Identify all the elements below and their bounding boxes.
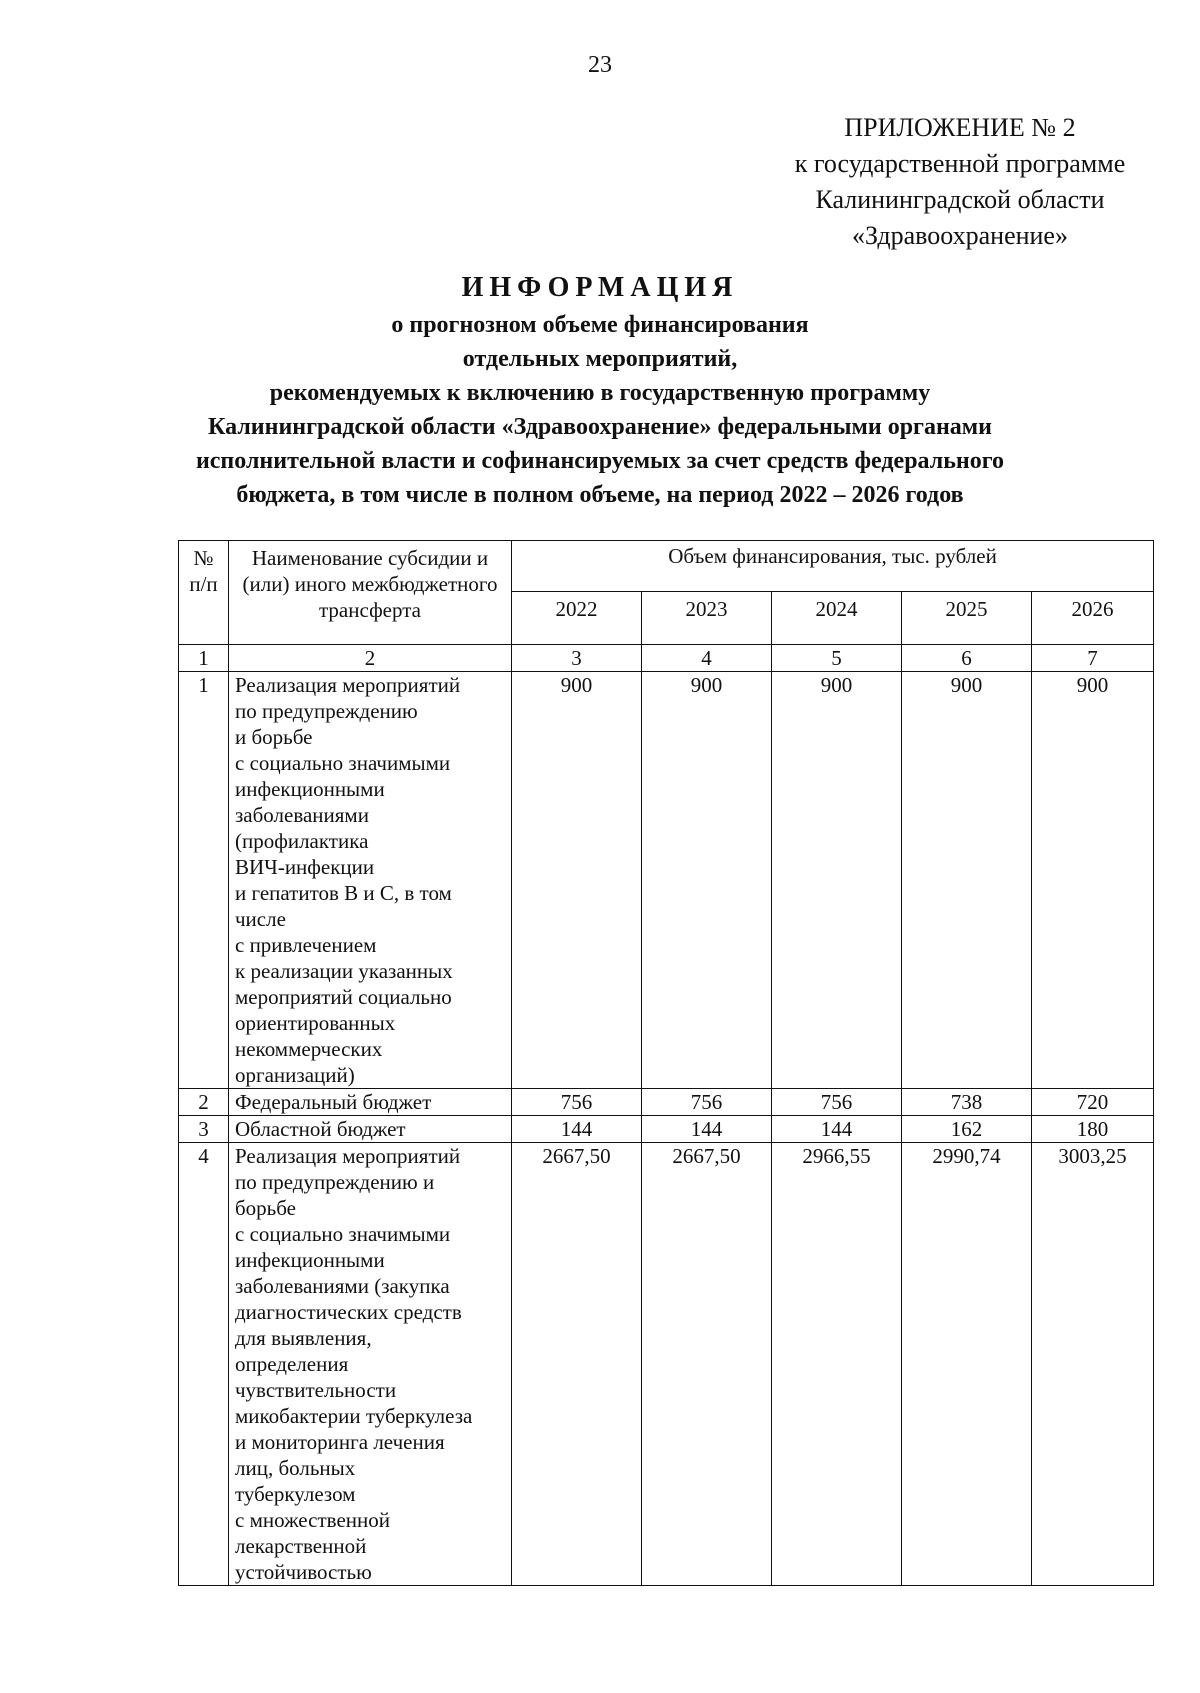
row-name-line: инфекционными xyxy=(235,777,385,801)
row-name-line: диагностических средств xyxy=(235,1300,462,1324)
column-numbers-row xyxy=(179,645,1154,672)
row-name-line: с привлечением xyxy=(235,933,377,957)
value-cell: 2990,74 xyxy=(902,1143,1032,1586)
value-cell: 900 xyxy=(512,672,642,1089)
value-cell: 2667,50 xyxy=(512,1143,642,1586)
row-name-line: заболеваниями xyxy=(235,803,369,827)
row-name-line: микобактерии туберкулеза xyxy=(235,1404,473,1428)
header-number: № п/п xyxy=(179,541,229,645)
row-name-line: по предупреждению и xyxy=(235,1170,435,1194)
value-cell: 144 xyxy=(642,1116,772,1143)
column-number: 7 xyxy=(1032,645,1154,672)
value-cell: 900 xyxy=(902,672,1032,1089)
column-number: 2 xyxy=(229,645,512,672)
row-name-line: (профилактика xyxy=(235,829,369,853)
row-name-line: организаций) xyxy=(235,1063,355,1087)
value-cell: 900 xyxy=(772,672,902,1089)
column-number: 4 xyxy=(642,645,772,672)
table-row xyxy=(179,1089,1154,1116)
subtitle-line: Калининградской области «Здравоохранение» федеральными органами xyxy=(208,414,992,440)
year-header: 2024 xyxy=(772,592,902,645)
value-cell: 900 xyxy=(642,672,772,1089)
row-name-line: с социально значимыми xyxy=(235,751,451,775)
value-cell: 720 xyxy=(1032,1089,1154,1116)
row-name-line: лиц, больных xyxy=(235,1456,356,1480)
appendix-block xyxy=(760,110,1160,254)
appendix-line-4: «Здравоохранение» xyxy=(852,221,1068,250)
subtitle-line: исполнительной власти и софинансируемых за счет средств федерального xyxy=(195,448,1005,474)
row-name-line: Федеральный бюджет xyxy=(235,1090,432,1114)
row-name xyxy=(229,1143,512,1586)
row-name-line: заболеваниями (закупка xyxy=(235,1274,450,1298)
year-header: 2025 xyxy=(902,592,1032,645)
financing-table xyxy=(178,540,1154,1586)
row-name-line: инфекционными xyxy=(235,1248,385,1272)
row-name-line: Реализация мероприятий xyxy=(235,1144,461,1168)
value-cell: 144 xyxy=(512,1116,642,1143)
column-number: 3 xyxy=(512,645,642,672)
row-name-line: борьбе xyxy=(235,1196,296,1220)
table-row xyxy=(179,672,1154,1089)
row-name-line: и гепатитов B и C, в том xyxy=(235,881,452,905)
row-name-line: Областной бюджет xyxy=(235,1117,406,1141)
year-header: 2022 xyxy=(512,592,642,645)
column-number: 5 xyxy=(772,645,902,672)
page-number: 23 xyxy=(588,52,612,78)
value-cell: 180 xyxy=(1032,1116,1154,1143)
year-header: 2023 xyxy=(642,592,772,645)
value-cell: 738 xyxy=(902,1089,1032,1116)
row-name-line: мероприятий социально xyxy=(235,985,452,1009)
row-name-line: устойчивостью xyxy=(235,1560,372,1584)
subtitle-line: рекомендуемых к включению в государственную программу xyxy=(269,380,931,406)
row-name-line: с множественной xyxy=(235,1508,390,1532)
subtitle-line: отдельных мероприятий, xyxy=(462,346,738,372)
year-header: 2026 xyxy=(1032,592,1154,645)
value-cell: 2667,50 xyxy=(642,1143,772,1586)
value-cell: 3003,25 xyxy=(1032,1143,1154,1586)
table-header-row xyxy=(179,541,1154,592)
table-row xyxy=(179,1143,1154,1586)
value-cell: 756 xyxy=(642,1089,772,1116)
subtitle-line: о прогнозном объеме финансирования xyxy=(391,312,809,338)
value-cell: 144 xyxy=(772,1116,902,1143)
appendix-line-2: к государственной программе xyxy=(794,149,1126,178)
value-cell: 162 xyxy=(902,1116,1032,1143)
row-name-line: чувствительности xyxy=(235,1378,397,1402)
row-name-line: для выявления, xyxy=(235,1326,372,1350)
row-name xyxy=(229,1089,512,1116)
row-name-line: и мониторинга лечения xyxy=(235,1430,445,1454)
row-name-line: определения xyxy=(235,1352,349,1376)
row-name-line: числе xyxy=(235,907,286,931)
appendix-line-3: Калининградской области xyxy=(815,185,1105,214)
column-number: 1 xyxy=(179,645,229,672)
row-number: 4 xyxy=(179,1143,229,1586)
value-cell: 756 xyxy=(512,1089,642,1116)
row-name-line: к реализации указанных xyxy=(235,959,453,983)
document-heading: ИНФОРМАЦИЯ xyxy=(461,272,739,303)
row-number: 1 xyxy=(179,672,229,1089)
row-name xyxy=(229,672,512,1089)
subtitle-line: бюджета, в том числе в полном объеме, на период 2022 – 2026 годов xyxy=(236,482,964,508)
row-number: 3 xyxy=(179,1116,229,1143)
row-name-line: ВИЧ-инфекции xyxy=(235,855,375,879)
value-cell: 900 xyxy=(1032,672,1154,1089)
row-name-line: по предупреждению xyxy=(235,699,418,723)
row-name-line: Реализация мероприятий xyxy=(235,673,461,697)
column-number: 6 xyxy=(902,645,1032,672)
appendix-line-1: ПРИЛОЖЕНИЕ № 2 xyxy=(844,113,1076,142)
row-name xyxy=(229,1116,512,1143)
document-subtitle xyxy=(100,308,1100,512)
value-cell: 756 xyxy=(772,1089,902,1116)
row-name-line: некоммерческих xyxy=(235,1037,383,1061)
table-row xyxy=(179,1116,1154,1143)
row-name-line: с социально значимыми xyxy=(235,1222,451,1246)
row-name-line: лекарственной xyxy=(235,1534,367,1558)
header-financing: Объем финансирования, тыс. рублей xyxy=(512,541,1154,592)
row-name-line: и борьбе xyxy=(235,725,313,749)
row-name-line: туберкулезом xyxy=(235,1482,356,1506)
row-number: 2 xyxy=(179,1089,229,1116)
header-name: Наименование субсидии и (или) иного межбюджетного трансферта xyxy=(229,541,512,645)
value-cell: 2966,55 xyxy=(772,1143,902,1586)
row-name-line: ориентированных xyxy=(235,1011,396,1035)
